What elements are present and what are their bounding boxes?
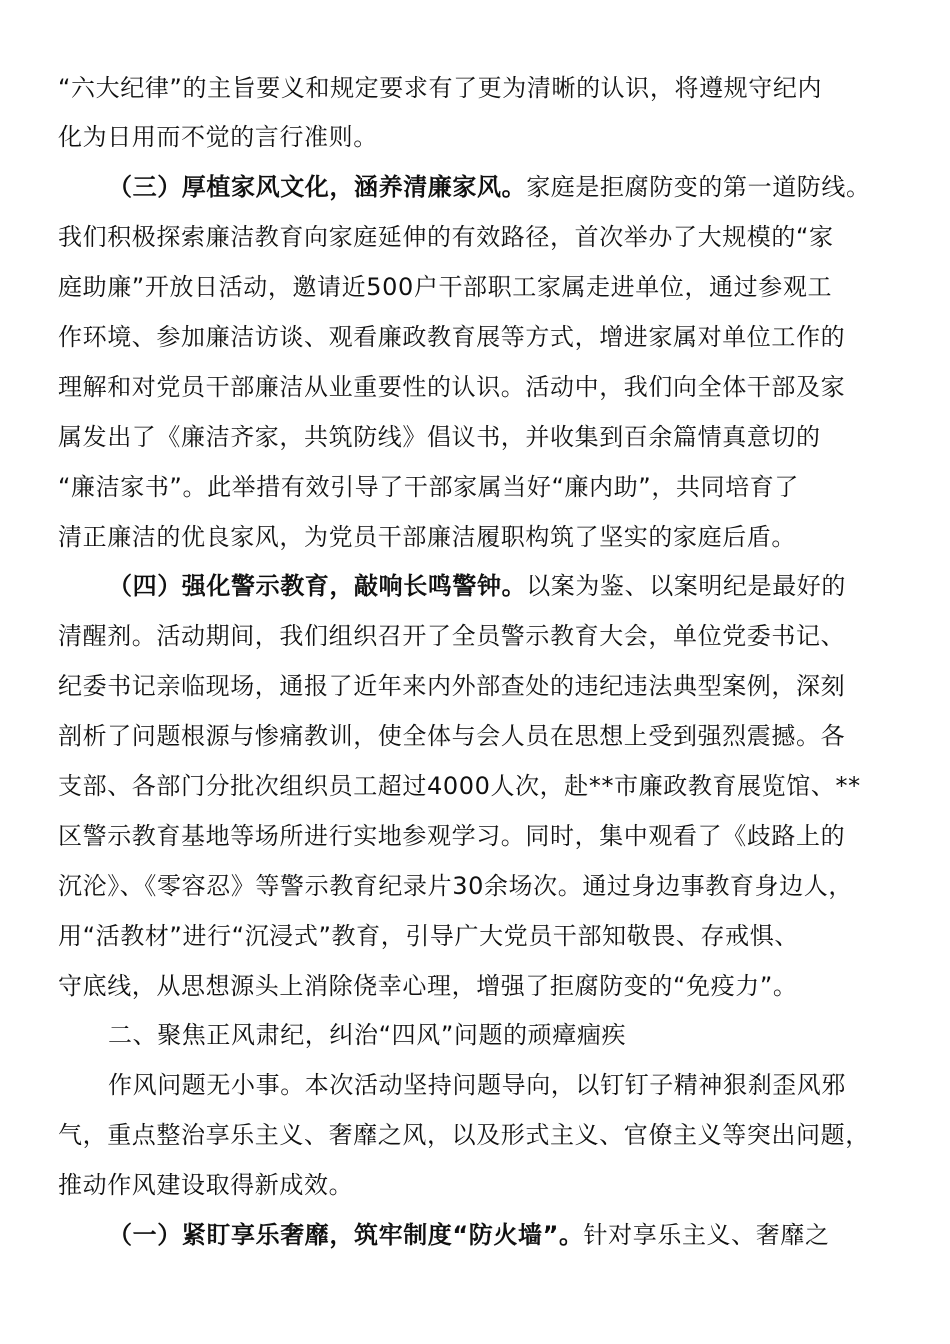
body-text-line: 清醒剂。活动期间，我们组织召开了全员警示教育大会，单位党委书记、: [58, 622, 846, 650]
section-heading: （三）厚植家风文化，涵养清廉家风。: [108, 173, 527, 201]
paragraph-text: 家庭是拒腐防变的第一道防线。: [526, 173, 871, 201]
section-2-heading: 二、聚焦正风肃纪，纠治“四风”问题的顽瘴痼疾: [108, 1021, 627, 1049]
section-heading: （四）强化警示教育，敲响长鸣警钟。: [108, 572, 527, 600]
body-text-line: 理解和对党员干部廉洁从业重要性的认识。活动中，我们向全体干部及家: [58, 373, 846, 401]
body-text-line: 我们积极探索廉洁教育向家庭延伸的有效路径，首次举办了大规模的“家: [58, 223, 834, 251]
paragraph-text: 以案为鉴、以案明纪是最好的: [526, 572, 847, 600]
body-text-line: 区警示教育基地等场所进行实地参观学习。同时，集中观看了《歧路上的: [58, 822, 846, 850]
body-text-line: 化为日用而不觉的言行准则。: [58, 123, 378, 151]
body-text-line: 作环境、参加廉洁访谈、观看廉政教育展等方式，增进家属对单位工作的: [58, 323, 846, 351]
body-text-line: “廉洁家书”。此举措有效引导了干部家属当好“廉内助”，共同培育了: [58, 473, 799, 501]
body-text-line: “六大纪律”的主旨要义和规定要求有了更为清晰的认识，将遵规守纪内: [58, 74, 823, 102]
body-text-line: 纪委书记亲临现场，通报了近年来内外部查处的违纪违法典型案例，深刻: [58, 672, 846, 700]
paragraph-text: 针对享乐主义、奢靡之: [583, 1221, 830, 1249]
body-text-line: 属发出了《廉洁齐家，共筑防线》倡议书，并收集到百余篇情真意切的: [58, 423, 821, 451]
body-text-line: 庭助廉”开放日活动，邀请近500户干部职工家属走进单位，通过参观工: [58, 273, 833, 301]
body-text-line: 作风问题无小事。本次活动坚持问题导向，以钉钉子精神狠刹歪风邪: [108, 1071, 846, 1099]
paragraph-first-line: [108, 171, 950, 205]
body-text-line: 用“活教材”进行“沉浸式”教育，引导广大党员干部知敬畏、存戒惧、: [58, 922, 799, 950]
body-text-line: 支部、各部门分批次组织员工超过4000人次，赴**市廉政教育展览馆、**: [58, 772, 861, 800]
body-text-line: 沉沦》、《零容忍》等警示教育纪录片30余场次。通过身边事教育身边人，: [58, 872, 853, 900]
body-text-line: 气，重点整治享乐主义、奢靡之风，以及形式主义、官僚主义等突出问题，: [58, 1121, 870, 1149]
paragraph-first-line: [108, 570, 950, 604]
body-text-line: 清正廉洁的优良家风，为党员干部廉洁履职构筑了坚实的家庭后盾。: [58, 523, 796, 551]
body-text-line: 剖析了问题根源与惨痛教训，使全体与会人员在思想上受到强烈震撼。各: [58, 722, 846, 750]
section-heading: （一）紧盯享乐奢靡，筑牢制度“防火墙”。: [108, 1221, 584, 1249]
body-text-line: 守底线，从思想源头上消除侥幸心理，增强了拒腐防变的“免疫力”。: [58, 972, 798, 1000]
paragraph-first-line: [108, 1219, 950, 1253]
body-text-line: 推动作风建设取得新成效。: [58, 1171, 354, 1199]
